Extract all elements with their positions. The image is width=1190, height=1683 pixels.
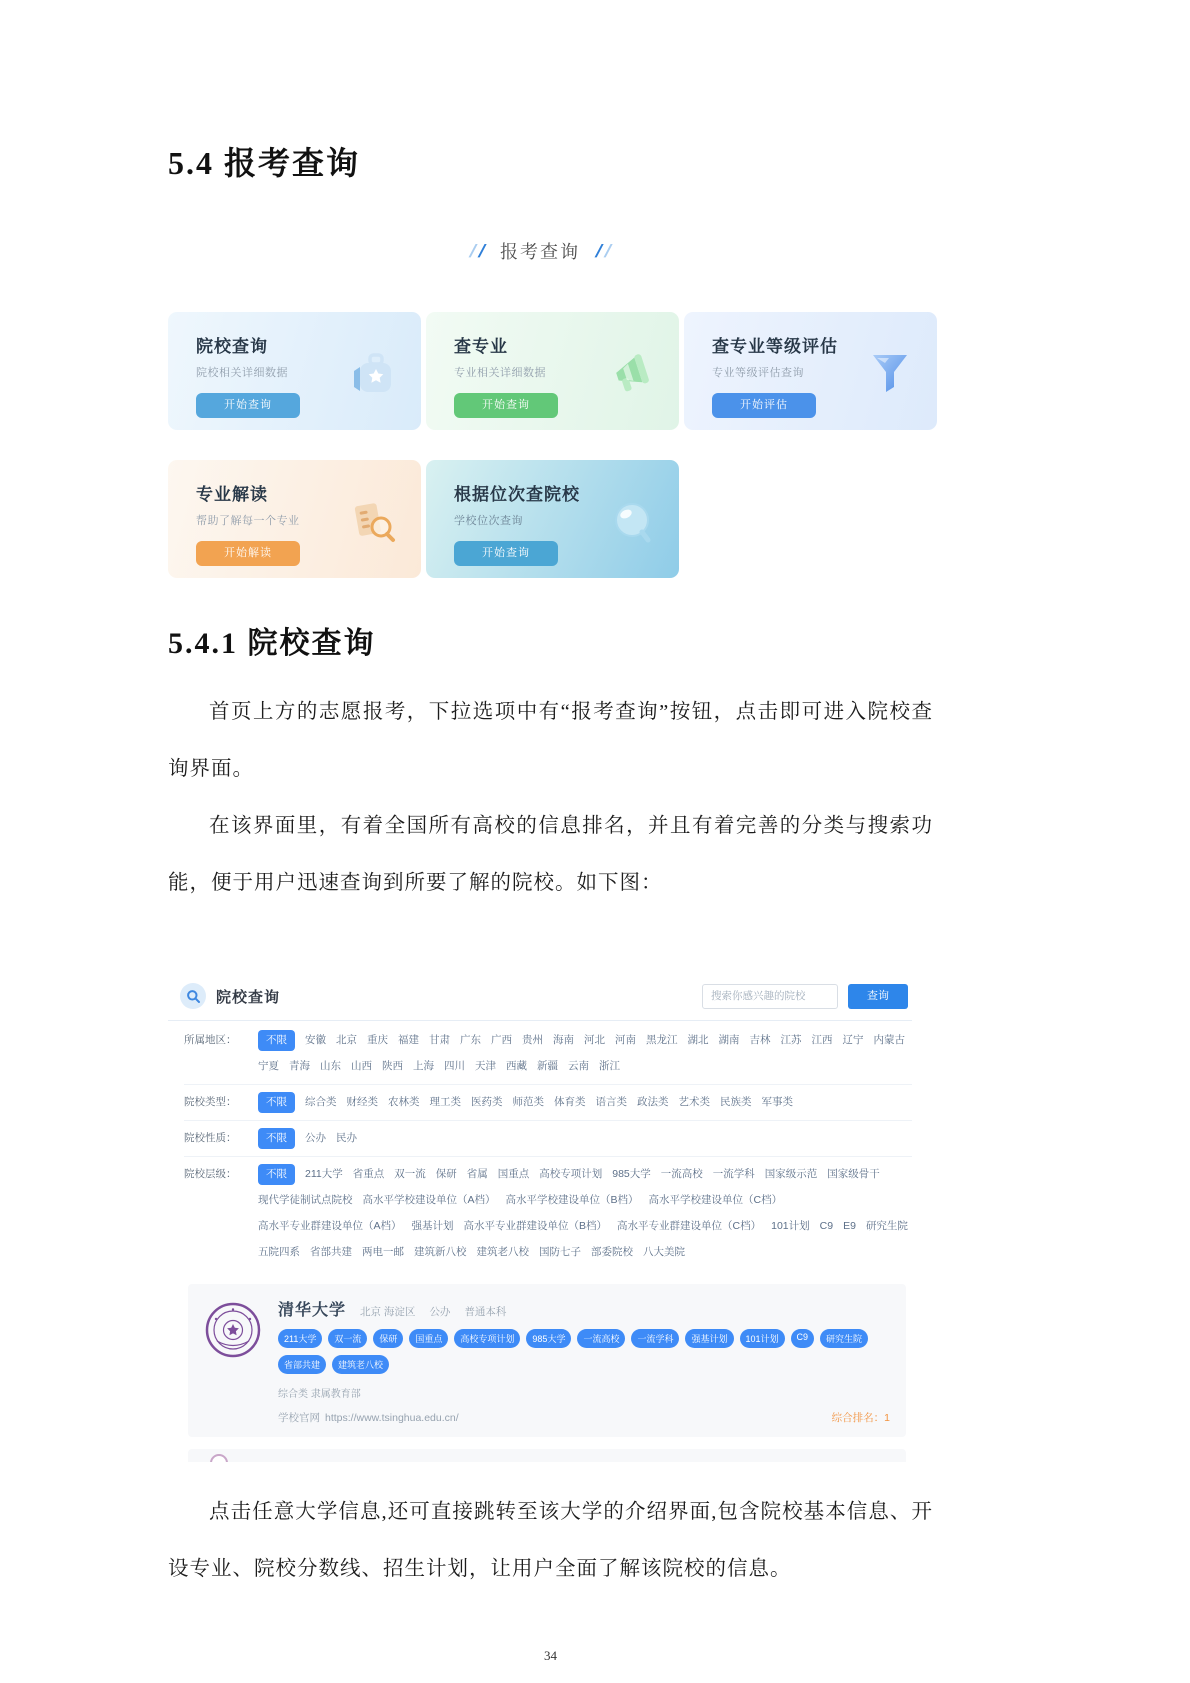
university-tag: 保研 <box>373 1329 403 1348</box>
filter-option[interactable]: 研究生院 <box>865 1220 908 1232</box>
filter-option[interactable]: 五院四系 <box>258 1246 300 1258</box>
filter-option[interactable]: 211大学 <box>305 1168 343 1180</box>
filter-option[interactable]: 985大学 <box>612 1168 651 1180</box>
card-major-interpretation[interactable] <box>168 460 421 578</box>
filter-option[interactable]: 保研 <box>435 1168 457 1180</box>
university-tag: 研究生院 <box>820 1329 868 1348</box>
filter-option[interactable]: 湖南 <box>718 1034 740 1046</box>
university-tag: 省部共建 <box>278 1355 326 1374</box>
filter-option[interactable]: 海南 <box>553 1034 574 1046</box>
filter-option[interactable]: 上海 <box>413 1060 434 1072</box>
university-name[interactable]: 清华大学 <box>278 1302 347 1319</box>
filter-option[interactable]: 青海 <box>289 1060 310 1072</box>
filter-label: 所属地区： <box>184 1034 237 1046</box>
screenshot-header <box>168 972 912 1021</box>
filter-option[interactable]: 北京 <box>336 1034 357 1046</box>
card-rank-search[interactable] <box>426 460 679 578</box>
paragraph: 首页上方的志愿报考，下拉选项中有“报考查询”按钮，点击即可进入院校查询界面。 <box>168 701 933 780</box>
filter-option[interactable]: 浙江 <box>599 1060 620 1072</box>
filter-options <box>258 1030 912 1077</box>
filter-option[interactable]: 建筑老八校 <box>476 1246 529 1258</box>
paragraph: 在该界面里，有着全国所有高校的信息排名，并且有着完善的分类与搜索功能，便于用户迅速查询到所要了解的院校。如下图： <box>168 815 933 894</box>
filter-option[interactable]: 高水平学校建设单位（C档） <box>648 1194 783 1206</box>
filter-option[interactable]: 新疆 <box>537 1060 558 1072</box>
filter-option[interactable]: 西藏 <box>506 1060 527 1072</box>
filter-options <box>258 1128 912 1149</box>
filter-option[interactable]: 国重点 <box>497 1168 530 1180</box>
next-result-card-partial <box>188 1449 906 1462</box>
filter-option[interactable]: 民办 <box>336 1132 357 1144</box>
filter-option[interactable]: C9 <box>819 1220 834 1232</box>
card-title: 根据位次查院校 <box>454 485 580 504</box>
filter-option[interactable]: 体育类 <box>554 1096 586 1108</box>
filter-option[interactable]: 福建 <box>398 1034 419 1046</box>
website-url[interactable]: https://www.tsinghua.edu.cn/ <box>325 1411 459 1424</box>
feature-cards <box>168 312 1022 578</box>
university-tag: 211大学 <box>278 1329 322 1348</box>
university-tag: 国重点 <box>409 1329 448 1348</box>
filter-option[interactable]: 民族类 <box>720 1096 752 1108</box>
briefcase-star-icon <box>347 346 401 405</box>
filter-option-selected[interactable]: 不限 <box>258 1030 295 1051</box>
website-label: 学校官网 <box>278 1412 320 1424</box>
filter-option[interactable]: 广东 <box>460 1034 481 1046</box>
funnel-icon <box>863 346 917 405</box>
slash-icon: / <box>468 240 477 261</box>
filter-option[interactable]: 湖北 <box>687 1034 709 1046</box>
filter-option[interactable]: 高校专项计划 <box>539 1168 603 1180</box>
university-tags <box>278 1329 890 1374</box>
filter-options <box>258 1092 912 1113</box>
filter-option-selected[interactable]: 不限 <box>258 1128 295 1149</box>
card-major-level-evaluation[interactable] <box>684 312 937 430</box>
card-major-query[interactable] <box>426 312 679 430</box>
filter-option[interactable]: 国家级示范 <box>764 1168 818 1180</box>
slash-icon: / <box>594 240 603 261</box>
filter-options <box>258 1164 912 1263</box>
filter-option[interactable]: 国防七子 <box>539 1246 581 1258</box>
filter-option[interactable]: 江西 <box>811 1034 833 1046</box>
university-tag: 一流高校 <box>577 1329 625 1348</box>
filter-option[interactable]: 两电一邮 <box>362 1246 404 1258</box>
filter-option[interactable]: 黑龙江 <box>646 1034 678 1046</box>
filter-option[interactable]: 八大美院 <box>643 1246 685 1258</box>
filter-option[interactable]: 高水平专业群建设单位（C档） <box>617 1220 762 1232</box>
filter-label: 院校类型： <box>184 1096 237 1108</box>
megaphone-icon <box>605 346 659 405</box>
filter-option[interactable]: 吉林 <box>749 1034 771 1046</box>
filter-option[interactable]: 强基计划 <box>411 1220 454 1232</box>
filter-option[interactable]: 建筑新八校 <box>414 1246 467 1258</box>
filter-option[interactable]: 贵州 <box>522 1034 543 1046</box>
filter-label: 院校层级： <box>184 1168 237 1180</box>
overall-rank: 综合排名：1 <box>831 1412 890 1424</box>
filter-option[interactable]: 省重点 <box>352 1168 385 1180</box>
filter-option-selected[interactable]: 不限 <box>258 1164 295 1185</box>
college-query-screenshot <box>168 972 912 1462</box>
card-title: 查专业等级评估 <box>712 337 838 356</box>
filter-option[interactable]: 农林类 <box>388 1096 420 1108</box>
filter-option[interactable]: 重庆 <box>367 1034 388 1046</box>
filter-option[interactable]: 双一流 <box>394 1168 426 1180</box>
university-category: 综合类 隶属教育部 <box>278 1389 361 1400</box>
filter-option[interactable]: 高水平专业群建设单位（A档） <box>258 1220 402 1232</box>
card-subtitle: 专业相关详细数据 <box>454 367 546 379</box>
university-tag: 一流学科 <box>631 1329 679 1348</box>
card-title: 查专业 <box>454 337 508 356</box>
university-edu-level: 普通本科 <box>464 1306 507 1318</box>
banner-title: 报考查询 <box>500 242 580 262</box>
filter-option[interactable]: 辽宁 <box>842 1034 864 1046</box>
page-number: 34 <box>544 1648 557 1663</box>
filter-option[interactable]: 公办 <box>305 1132 326 1144</box>
filter-option[interactable]: 河南 <box>615 1034 636 1046</box>
filter-option[interactable]: 四川 <box>444 1060 465 1072</box>
start-query-button[interactable]: 开始查询 <box>196 393 300 418</box>
university-tag: 建筑老八校 <box>332 1355 389 1374</box>
filter-option[interactable]: 省部共建 <box>310 1246 352 1258</box>
university-tag: 双一流 <box>328 1329 367 1348</box>
filter-row-region <box>184 1023 912 1084</box>
card-subtitle: 专业等级评估查询 <box>712 367 804 379</box>
filter-option[interactable]: 一流学科 <box>712 1168 755 1180</box>
filter-option[interactable]: 医药类 <box>471 1096 503 1108</box>
filter-option[interactable]: 安徽 <box>305 1034 326 1046</box>
university-location: 北京 海淀区 <box>360 1306 416 1318</box>
filter-option[interactable]: 艺术类 <box>678 1096 710 1108</box>
filter-option[interactable]: 高水平专业群建设单位（B档） <box>463 1220 608 1232</box>
filter-label: 院校性质： <box>184 1132 237 1144</box>
university-result-card[interactable] <box>188 1284 906 1437</box>
university-nature: 公办 <box>429 1306 451 1318</box>
filter-option[interactable]: 国家级骨干 <box>827 1168 880 1180</box>
filter-option[interactable]: E9 <box>843 1220 856 1232</box>
filter-row-level <box>184 1156 912 1270</box>
college-search-icon <box>180 983 206 1009</box>
filter-option[interactable]: 云南 <box>568 1060 589 1072</box>
filter-option[interactable]: 高水平学校建设单位（A档） <box>362 1194 496 1206</box>
filter-option[interactable]: 宁夏 <box>258 1060 279 1072</box>
filter-option[interactable]: 军事类 <box>761 1096 793 1108</box>
filter-option[interactable]: 省属 <box>466 1168 488 1180</box>
card-subtitle: 院校相关详细数据 <box>196 367 288 379</box>
filter-option[interactable]: 广西 <box>491 1034 512 1046</box>
card-subtitle: 学校位次查询 <box>454 515 523 527</box>
card-title: 院校查询 <box>196 337 268 356</box>
filter-option[interactable]: 天津 <box>475 1060 496 1072</box>
tsinghua-logo <box>204 1301 262 1359</box>
card-title: 专业解读 <box>196 485 268 504</box>
paragraph: 点击任意大学信息,还可直接跳转至该大学的介绍界面,包含院校基本信息、开设专业、院校分数线、招生计划，让用户全面了解该院校的信息。 <box>168 1501 933 1580</box>
filter-option[interactable]: 师范类 <box>512 1096 544 1108</box>
slash-icon: / <box>477 240 486 261</box>
filter-option[interactable]: 部委院校 <box>591 1246 633 1258</box>
filter-panel <box>168 1021 912 1276</box>
filter-option[interactable]: 江苏 <box>780 1034 802 1046</box>
filter-row-nature <box>184 1120 912 1156</box>
docs-magnifier-icon <box>347 494 401 553</box>
university-tag: 101计划 <box>740 1329 785 1348</box>
filter-option[interactable]: 财经类 <box>346 1096 378 1108</box>
filter-option-selected[interactable]: 不限 <box>258 1092 295 1113</box>
next-university-logo <box>210 1454 228 1462</box>
search-input[interactable] <box>702 984 838 1009</box>
start-evaluation-button[interactable]: 开始评估 <box>712 393 816 418</box>
start-query-button[interactable]: 开始查询 <box>454 393 558 418</box>
card-subtitle: 帮助了解每一个专业 <box>196 515 300 527</box>
filter-option[interactable]: 高水平学校建设单位（B档） <box>505 1194 639 1206</box>
screenshot-title: 院校查询 <box>216 988 281 1006</box>
filter-option[interactable]: 综合类 <box>305 1096 337 1108</box>
university-tag: 985大学 <box>526 1329 571 1348</box>
section-heading-5-4: 5.4 报考查询 <box>168 145 361 181</box>
filter-option[interactable]: 101计划 <box>771 1220 810 1232</box>
filter-option[interactable]: 一流高校 <box>660 1168 703 1180</box>
card-college-query[interactable] <box>168 312 421 430</box>
filter-option[interactable]: 山东 <box>320 1060 341 1072</box>
bubble-magnifier-icon <box>605 494 659 553</box>
filter-option[interactable]: 政法类 <box>637 1096 669 1108</box>
start-interpretation-button[interactable]: 开始解读 <box>196 541 300 566</box>
start-query-button[interactable]: 开始查询 <box>454 541 558 566</box>
filter-option[interactable]: 内蒙古 <box>873 1034 905 1046</box>
filter-option[interactable]: 甘肃 <box>429 1034 450 1046</box>
slash-icon: / <box>603 240 612 261</box>
filter-option[interactable]: 陕西 <box>382 1060 403 1072</box>
university-tag: 高校专项计划 <box>454 1329 520 1348</box>
filter-option[interactable]: 现代学徒制试点院校 <box>258 1194 353 1206</box>
university-tag: 强基计划 <box>685 1329 733 1348</box>
university-tag: C9 <box>791 1329 815 1348</box>
filter-option[interactable]: 河北 <box>584 1034 605 1046</box>
search-button[interactable]: 查询 <box>848 984 908 1009</box>
filter-row-type <box>184 1084 912 1120</box>
filter-option[interactable]: 语言类 <box>595 1096 627 1108</box>
filter-option[interactable]: 理工类 <box>429 1096 461 1108</box>
filter-option[interactable]: 山西 <box>351 1060 372 1072</box>
section-banner <box>168 238 912 264</box>
section-heading-5-4-1: 5.4.1 院校查询 <box>168 627 376 660</box>
